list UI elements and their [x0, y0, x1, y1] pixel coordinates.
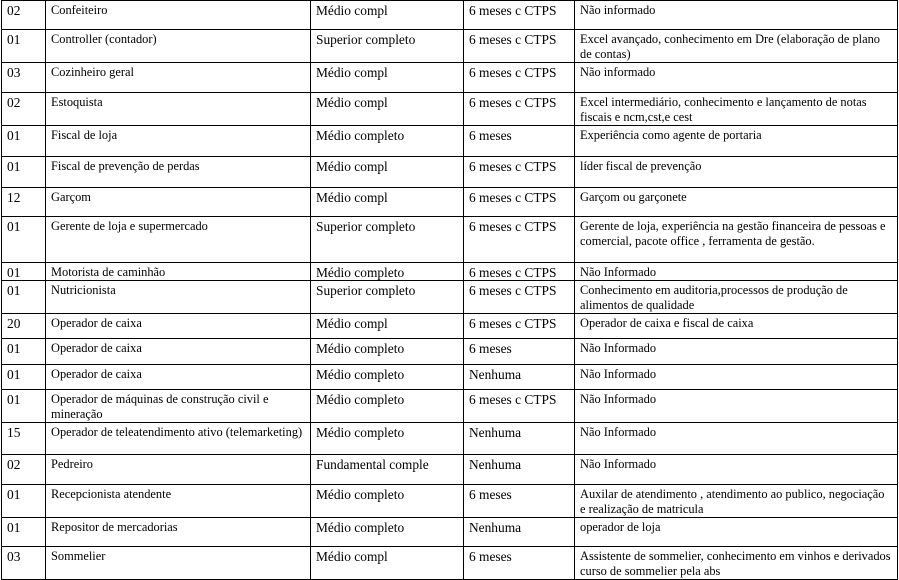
job-title-cell: Fiscal de prevenção de perdas [46, 157, 311, 188]
experience-cell: 6 meses c CTPS [464, 93, 575, 126]
requirements-cell: Excel intermediário, conhecimento e lançamento de notas fiscais e ncm,cst,e cest [575, 93, 898, 126]
experience-cell: 6 meses c CTPS [464, 281, 575, 314]
quantity-cell: 01 [2, 126, 46, 157]
education-cell: Médio compl [311, 547, 464, 580]
quantity-cell: 02 [2, 93, 46, 126]
table-row [2, 157, 898, 188]
job-title-cell: Cozinheiro geral [46, 63, 311, 93]
table-row [2, 188, 898, 217]
table-row [2, 518, 898, 547]
education-cell: Médio completo [311, 518, 464, 547]
table-row [2, 30, 898, 63]
experience-cell: 6 meses c CTPS [464, 1, 575, 30]
education-cell: Superior completo [311, 217, 464, 263]
experience-cell: Nenhuma [464, 423, 575, 455]
table-row [2, 485, 898, 518]
table-row [2, 547, 898, 580]
experience-cell: 6 meses c CTPS [464, 30, 575, 63]
job-title-cell: Garçom [46, 188, 311, 217]
table-row [2, 390, 898, 423]
job-title-cell: Controller (contador) [46, 30, 311, 63]
job-title-cell: Operador de teleatendimento ativo (telemarketing) [46, 423, 311, 455]
requirements-cell: Não Informado [575, 339, 898, 365]
experience-cell: 6 meses c CTPS [464, 157, 575, 188]
quantity-cell: 03 [2, 63, 46, 93]
table-row [2, 93, 898, 126]
job-title-cell: Recepcionista atendente [46, 485, 311, 518]
education-cell: Médio completo [311, 390, 464, 423]
quantity-cell: 01 [2, 263, 46, 281]
table-row [2, 455, 898, 485]
table-row [2, 263, 898, 281]
table-row [2, 314, 898, 339]
education-cell: Médio completo [311, 339, 464, 365]
quantity-cell: 01 [2, 390, 46, 423]
table-row [2, 217, 898, 263]
requirements-cell: Não Informado [575, 390, 898, 423]
job-title-cell: Repositor de mercadorias [46, 518, 311, 547]
requirements-cell: Não Informado [575, 455, 898, 485]
education-cell: Médio compl [311, 314, 464, 339]
quantity-cell: 15 [2, 423, 46, 455]
quantity-cell: 20 [2, 314, 46, 339]
job-title-cell: Sommelier [46, 547, 311, 580]
experience-cell: Nenhuma [464, 365, 575, 390]
quantity-cell: 01 [2, 217, 46, 263]
requirements-cell: operador de loja [575, 518, 898, 547]
job-title-cell: Operador de caixa [46, 339, 311, 365]
quantity-cell: 01 [2, 339, 46, 365]
experience-cell: 6 meses c CTPS [464, 217, 575, 263]
requirements-cell: Excel avançado, conhecimento em Dre (elaboração de plano de contas) [575, 30, 898, 63]
requirements-cell: Não informado [575, 63, 898, 93]
job-title-cell: Operador de máquinas de construção civil e mineração [46, 390, 311, 423]
quantity-cell: 01 [2, 485, 46, 518]
quantity-cell: 03 [2, 547, 46, 580]
job-title-cell: Operador de caixa [46, 365, 311, 390]
requirements-cell: Gerente de loja, experiência na gestão financeira de pessoas e comercial, pacote office , ferramenta de gestão. [575, 217, 898, 263]
education-cell: Médio compl [311, 188, 464, 217]
requirements-cell: Não Informado [575, 365, 898, 390]
table-row [2, 339, 898, 365]
experience-cell: 6 meses c CTPS [464, 314, 575, 339]
experience-cell: 6 meses [464, 339, 575, 365]
table-row [2, 281, 898, 314]
job-title-cell: Fiscal de loja [46, 126, 311, 157]
job-title-cell: Estoquista [46, 93, 311, 126]
requirements-cell: Operador de caixa e fiscal de caixa [575, 314, 898, 339]
experience-cell: Nenhuma [464, 455, 575, 485]
job-title-cell: Motorista de caminhão [46, 263, 311, 281]
quantity-cell: 02 [2, 1, 46, 30]
education-cell: Médio completo [311, 423, 464, 455]
quantity-cell: 01 [2, 365, 46, 390]
table-row [2, 126, 898, 157]
quantity-cell: 01 [2, 281, 46, 314]
table-row [2, 423, 898, 455]
job-title-cell: Gerente de loja e supermercado [46, 217, 311, 263]
requirements-cell: Auxilar de atendimento , atendimento ao publico, negociação e realização de matricula [575, 485, 898, 518]
job-title-cell: Confeiteiro [46, 1, 311, 30]
education-cell: Médio completo [311, 263, 464, 281]
education-cell: Médio compl [311, 93, 464, 126]
table-row [2, 1, 898, 30]
table-row [2, 365, 898, 390]
quantity-cell: 01 [2, 518, 46, 547]
job-openings-table [1, 0, 898, 580]
education-cell: Fundamental comple [311, 455, 464, 485]
requirements-cell: líder fiscal de prevenção [575, 157, 898, 188]
education-cell: Superior completo [311, 281, 464, 314]
job-title-cell: Nutricionista [46, 281, 311, 314]
requirements-cell: Não Informado [575, 263, 898, 281]
quantity-cell: 01 [2, 157, 46, 188]
job-openings-body [2, 1, 898, 580]
education-cell: Médio compl [311, 157, 464, 188]
requirements-cell: Conhecimento em auditoria,processos de produção de alimentos de qualidade [575, 281, 898, 314]
education-cell: Superior completo [311, 30, 464, 63]
experience-cell: 6 meses c CTPS [464, 390, 575, 423]
education-cell: Médio compl [311, 63, 464, 93]
experience-cell: 6 meses c CTPS [464, 263, 575, 281]
experience-cell: 6 meses c CTPS [464, 63, 575, 93]
education-cell: Médio completo [311, 485, 464, 518]
quantity-cell: 02 [2, 455, 46, 485]
requirements-cell: Não informado [575, 1, 898, 30]
experience-cell: 6 meses c CTPS [464, 188, 575, 217]
experience-cell: 6 meses [464, 485, 575, 518]
requirements-cell: Assistente de sommelier, conhecimento em vinhos e derivados curso de sommelier pela abs [575, 547, 898, 580]
experience-cell: 6 meses [464, 126, 575, 157]
table-row [2, 63, 898, 93]
quantity-cell: 01 [2, 30, 46, 63]
education-cell: Médio compl [311, 1, 464, 30]
education-cell: Médio completo [311, 365, 464, 390]
quantity-cell: 12 [2, 188, 46, 217]
job-title-cell: Pedreiro [46, 455, 311, 485]
requirements-cell: Garçom ou garçonete [575, 188, 898, 217]
experience-cell: Nenhuma [464, 518, 575, 547]
experience-cell: 6 meses [464, 547, 575, 580]
requirements-cell: Não Informado [575, 423, 898, 455]
education-cell: Médio completo [311, 126, 464, 157]
job-title-cell: Operador de caixa [46, 314, 311, 339]
requirements-cell: Experiência como agente de portaria [575, 126, 898, 157]
